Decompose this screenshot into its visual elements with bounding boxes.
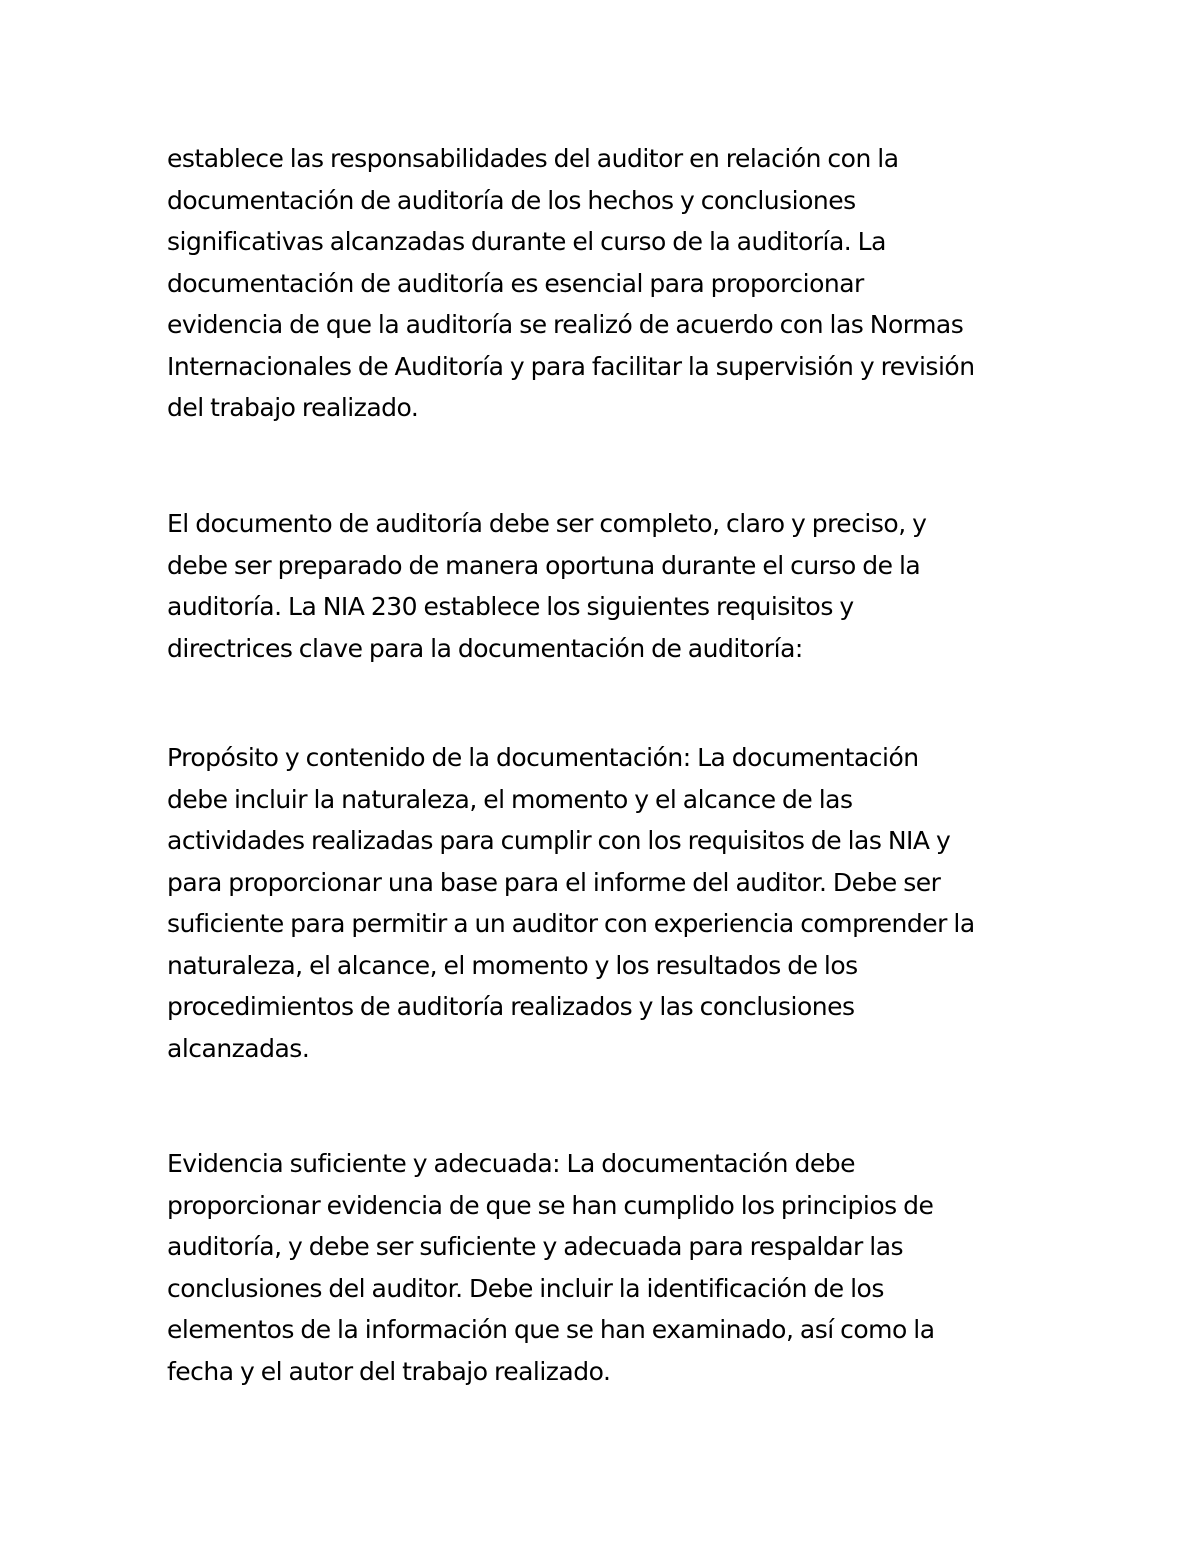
paragraph-line: auditoría, y debe ser suficiente y adecuada para respaldar las bbox=[167, 1232, 904, 1261]
paragraph-responsabilidades bbox=[167, 138, 1047, 429]
paragraph-line: del trabajo realizado. bbox=[167, 393, 419, 422]
paragraph-line: proporcionar evidencia de que se han cumplido los principios de bbox=[167, 1190, 934, 1220]
paragraph-proposito-contenido bbox=[167, 737, 1047, 1069]
paragraph-evidencia-suficiente bbox=[167, 1143, 1047, 1392]
paragraph-line: para proporcionar una base para el informe del auditor. Debe ser bbox=[167, 867, 941, 897]
paragraph-line: Propósito y contenido de la documentación: La documentación bbox=[167, 743, 919, 772]
paragraph-line: documentación de auditoría de los hechos y conclusiones bbox=[167, 185, 856, 215]
paragraph-line: suficiente para permitir a un auditor con experiencia comprender la bbox=[167, 909, 975, 938]
paragraph-documento-auditoria bbox=[167, 503, 1047, 669]
paragraph-line: naturaleza, el alcance, el momento y los resultados de los bbox=[167, 950, 858, 980]
paragraph-line: establece las responsabilidades del auditor en relación con la bbox=[167, 144, 899, 173]
paragraph-line: conclusiones del auditor. Debe incluir la identificación de los bbox=[167, 1273, 884, 1303]
paragraph-line: alcanzadas. bbox=[167, 1033, 310, 1063]
paragraph-line: significativas alcanzadas durante el curso de la auditoría. La bbox=[167, 227, 886, 256]
paragraph-line: documentación de auditoría es esencial para proporcionar bbox=[167, 268, 864, 298]
paragraph-line: debe incluir la naturaleza, el momento y el alcance de las bbox=[167, 784, 853, 814]
paragraph-line: Internacionales de Auditoría y para facilitar la supervisión y revisión bbox=[167, 351, 975, 381]
paragraph-line: directrices clave para la documentación de auditoría: bbox=[167, 633, 803, 663]
paragraph-line: elementos de la información que se han examinado, así como la bbox=[167, 1315, 935, 1344]
paragraph-line: debe ser preparado de manera oportuna durante el curso de la bbox=[167, 550, 921, 580]
paragraph-line: fecha y el autor del trabajo realizado. bbox=[167, 1356, 611, 1386]
paragraph-line: El documento de auditoría debe ser completo, claro y preciso, y bbox=[167, 509, 927, 538]
paragraph-line: auditoría. La NIA 230 establece los siguientes requisitos y bbox=[167, 592, 854, 621]
paragraph-line: Evidencia suficiente y adecuada: La documentación debe bbox=[167, 1149, 855, 1178]
paragraph-line: actividades realizadas para cumplir con los requisitos de las NIA y bbox=[167, 826, 951, 855]
paragraph-line: procedimientos de auditoría realizados y las conclusiones bbox=[167, 992, 855, 1021]
paragraph-line: evidencia de que la auditoría se realizó de acuerdo con las Normas bbox=[167, 310, 964, 339]
